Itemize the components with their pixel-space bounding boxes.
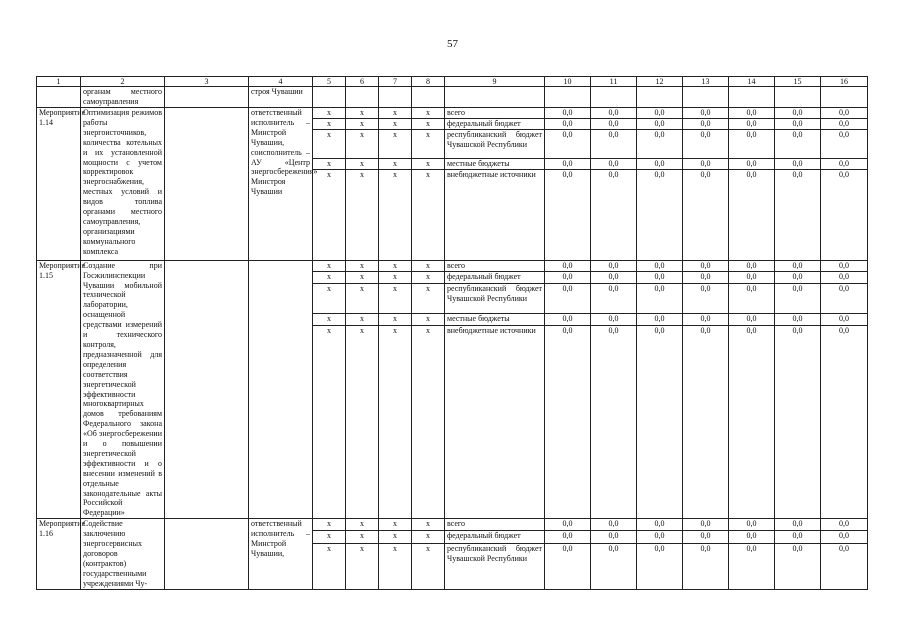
table-header-row — [37, 77, 868, 87]
value-cell: 0,0 — [821, 129, 868, 158]
column-header: 11 — [591, 77, 637, 87]
value-cell: 0,0 — [821, 260, 868, 272]
measure-code-cell — [37, 87, 81, 108]
year-mark-cell: х — [412, 314, 445, 326]
year-mark-cell: х — [379, 543, 412, 589]
year-mark-cell: х — [313, 169, 346, 260]
table-cell — [729, 87, 775, 108]
value-cell: 0,0 — [591, 283, 637, 314]
value-cell: 0,0 — [775, 118, 821, 129]
year-mark-cell: х — [379, 519, 412, 531]
responsible-cell — [249, 260, 313, 519]
table-row — [37, 108, 868, 119]
funding-source-cell: республиканский бюджет Чувашской Республики — [445, 283, 545, 314]
value-cell: 0,0 — [729, 118, 775, 129]
value-cell: 0,0 — [545, 272, 591, 284]
year-mark-cell: х — [313, 108, 346, 119]
measure-code-cell: Мероприятие 1.16 — [37, 519, 81, 589]
value-cell: 0,0 — [729, 543, 775, 589]
year-mark-cell: х — [313, 519, 346, 531]
value-cell: 0,0 — [637, 272, 683, 284]
value-cell: 0,0 — [683, 531, 729, 543]
value-cell: 0,0 — [683, 519, 729, 531]
table-row — [37, 519, 868, 531]
column-header: 2 — [81, 77, 165, 87]
year-mark-cell: х — [412, 169, 445, 260]
value-cell: 0,0 — [683, 314, 729, 326]
table-cell — [346, 87, 379, 108]
year-mark-cell: х — [379, 260, 412, 272]
value-cell: 0,0 — [591, 519, 637, 531]
column-header: 6 — [346, 77, 379, 87]
value-cell: 0,0 — [683, 543, 729, 589]
value-cell: 0,0 — [591, 129, 637, 158]
value-cell: 0,0 — [545, 260, 591, 272]
table-cell — [165, 108, 249, 261]
funding-source-cell: местные бюджеты — [445, 314, 545, 326]
table-cell — [591, 87, 637, 108]
year-mark-cell: х — [346, 531, 379, 543]
measure-description-cell: Содействие заключению энергосервисных договоров (контрактов) государственными учреждениями Чу- — [81, 519, 165, 589]
year-mark-cell: х — [379, 531, 412, 543]
year-mark-cell: х — [313, 118, 346, 129]
value-cell: 0,0 — [775, 169, 821, 260]
measure-code-cell: Мероприятие 1.15 — [37, 260, 81, 519]
year-mark-cell: х — [313, 314, 346, 326]
column-header: 3 — [165, 77, 249, 87]
value-cell: 0,0 — [545, 283, 591, 314]
value-cell: 0,0 — [729, 531, 775, 543]
value-cell: 0,0 — [637, 169, 683, 260]
value-cell: 0,0 — [591, 118, 637, 129]
value-cell: 0,0 — [591, 543, 637, 589]
value-cell: 0,0 — [821, 118, 868, 129]
value-cell: 0,0 — [545, 129, 591, 158]
year-mark-cell: х — [346, 108, 379, 119]
value-cell: 0,0 — [545, 118, 591, 129]
table-cell — [165, 519, 249, 589]
column-header: 13 — [683, 77, 729, 87]
column-header: 1 — [37, 77, 81, 87]
value-cell: 0,0 — [821, 325, 868, 518]
year-mark-cell: х — [412, 283, 445, 314]
value-cell: 0,0 — [821, 543, 868, 589]
year-mark-cell: х — [412, 272, 445, 284]
value-cell: 0,0 — [775, 108, 821, 119]
value-cell: 0,0 — [637, 543, 683, 589]
value-cell: 0,0 — [545, 519, 591, 531]
table-cell — [545, 87, 591, 108]
year-mark-cell: х — [412, 158, 445, 169]
value-cell: 0,0 — [729, 158, 775, 169]
value-cell: 0,0 — [729, 314, 775, 326]
year-mark-cell: х — [346, 158, 379, 169]
value-cell: 0,0 — [683, 158, 729, 169]
value-cell: 0,0 — [683, 283, 729, 314]
value-cell: 0,0 — [591, 158, 637, 169]
value-cell: 0,0 — [821, 531, 868, 543]
table-cell — [313, 87, 346, 108]
value-cell: 0,0 — [775, 158, 821, 169]
year-mark-cell: х — [346, 272, 379, 284]
year-mark-cell: х — [346, 169, 379, 260]
funding-source-cell: федеральный бюджет — [445, 272, 545, 284]
value-cell: 0,0 — [591, 108, 637, 119]
responsible-cell: ответственный исполнитель – Минстрой Чувашии, — [249, 519, 313, 589]
year-mark-cell: х — [346, 314, 379, 326]
value-cell: 0,0 — [545, 158, 591, 169]
value-cell: 0,0 — [821, 283, 868, 314]
column-header: 12 — [637, 77, 683, 87]
column-header: 10 — [545, 77, 591, 87]
measure-code-cell: Мероприятие 1.14 — [37, 108, 81, 261]
year-mark-cell: х — [412, 108, 445, 119]
measure-description-cell: Оптимизация режимов работы энергоисточников, количества котельных и их установленной мощности с учетом корректировок энергоснабжения, местных условий и видов топлива органами местного самоуправления, организациями коммунального комплекса — [81, 108, 165, 261]
column-header: 16 — [821, 77, 868, 87]
value-cell: 0,0 — [775, 519, 821, 531]
value-cell: 0,0 — [729, 325, 775, 518]
value-cell: 0,0 — [545, 169, 591, 260]
value-cell: 0,0 — [545, 543, 591, 589]
value-cell: 0,0 — [729, 260, 775, 272]
table-cell — [821, 87, 868, 108]
value-cell: 0,0 — [683, 272, 729, 284]
table-row — [37, 87, 868, 108]
value-cell: 0,0 — [729, 108, 775, 119]
responsible-cell: ответственный исполнитель – Минстрой Чувашии, соисполнитель – АУ «Центр энергосбережения» Минстроя Чувашии — [249, 108, 313, 261]
year-mark-cell: х — [412, 129, 445, 158]
value-cell: 0,0 — [591, 531, 637, 543]
value-cell: 0,0 — [545, 314, 591, 326]
value-cell: 0,0 — [729, 169, 775, 260]
funding-source-cell: внебюджетные источники — [445, 169, 545, 260]
column-header: 5 — [313, 77, 346, 87]
column-header: 15 — [775, 77, 821, 87]
value-cell: 0,0 — [775, 129, 821, 158]
column-header: 8 — [412, 77, 445, 87]
value-cell: 0,0 — [591, 169, 637, 260]
value-cell: 0,0 — [637, 108, 683, 119]
value-cell: 0,0 — [637, 118, 683, 129]
funding-source-cell: республиканский бюджет Чувашской Республики — [445, 543, 545, 589]
value-cell: 0,0 — [729, 272, 775, 284]
value-cell: 0,0 — [775, 272, 821, 284]
year-mark-cell: х — [313, 325, 346, 518]
value-cell: 0,0 — [683, 108, 729, 119]
value-cell: 0,0 — [821, 519, 868, 531]
funding-source-cell: внебюджетные источники — [445, 325, 545, 518]
measure-description-cell: органам местного самоуправления — [81, 87, 165, 108]
value-cell: 0,0 — [775, 283, 821, 314]
funding-source-cell: федеральный бюджет — [445, 531, 545, 543]
column-header: 14 — [729, 77, 775, 87]
value-cell: 0,0 — [591, 314, 637, 326]
value-cell: 0,0 — [545, 325, 591, 518]
value-cell: 0,0 — [637, 158, 683, 169]
year-mark-cell: х — [379, 158, 412, 169]
program-table — [36, 76, 868, 590]
table-cell — [683, 87, 729, 108]
value-cell: 0,0 — [637, 531, 683, 543]
value-cell: 0,0 — [729, 129, 775, 158]
year-mark-cell: х — [412, 519, 445, 531]
value-cell: 0,0 — [545, 531, 591, 543]
table-cell — [379, 87, 412, 108]
table-cell — [637, 87, 683, 108]
value-cell: 0,0 — [683, 325, 729, 518]
table-row — [37, 260, 868, 272]
responsible-cell: строя Чувашии — [249, 87, 313, 108]
year-mark-cell: х — [412, 118, 445, 129]
year-mark-cell: х — [379, 129, 412, 158]
year-mark-cell: х — [379, 325, 412, 518]
value-cell: 0,0 — [637, 325, 683, 518]
value-cell: 0,0 — [775, 260, 821, 272]
value-cell: 0,0 — [729, 283, 775, 314]
table-cell — [165, 87, 249, 108]
table-cell — [775, 87, 821, 108]
year-mark-cell: х — [313, 531, 346, 543]
year-mark-cell: х — [313, 158, 346, 169]
year-mark-cell: х — [313, 129, 346, 158]
year-mark-cell: х — [379, 118, 412, 129]
year-mark-cell: х — [412, 543, 445, 589]
year-mark-cell: х — [379, 108, 412, 119]
table-cell — [165, 260, 249, 519]
year-mark-cell: х — [346, 519, 379, 531]
value-cell: 0,0 — [637, 129, 683, 158]
value-cell: 0,0 — [775, 325, 821, 518]
value-cell: 0,0 — [729, 519, 775, 531]
value-cell: 0,0 — [683, 260, 729, 272]
year-mark-cell: х — [346, 283, 379, 314]
value-cell: 0,0 — [821, 108, 868, 119]
funding-source-cell: всего — [445, 108, 545, 119]
value-cell: 0,0 — [637, 519, 683, 531]
value-cell: 0,0 — [683, 118, 729, 129]
value-cell: 0,0 — [683, 129, 729, 158]
funding-source-cell: федеральный бюджет — [445, 118, 545, 129]
funding-source-cell: местные бюджеты — [445, 158, 545, 169]
column-header: 9 — [445, 77, 545, 87]
table-cell — [412, 87, 445, 108]
year-mark-cell: х — [313, 283, 346, 314]
year-mark-cell: х — [346, 543, 379, 589]
year-mark-cell: х — [346, 129, 379, 158]
year-mark-cell: х — [379, 169, 412, 260]
value-cell: 0,0 — [821, 314, 868, 326]
year-mark-cell: х — [346, 325, 379, 518]
value-cell: 0,0 — [821, 158, 868, 169]
year-mark-cell: х — [379, 314, 412, 326]
measure-description-cell: Создание при Госжилинспекции Чувашии мобильной технической лаборатории, оснащенной средствами измерений и технического контроля, предназначенной для определения соответствия энергетической эффективности многоквартирных домов требованиям Федерального закона «Об энергосбережении и о повышении энергетической эффективности и о внесении изменений в отдельные законодательные акты Российской Федерации» — [81, 260, 165, 519]
year-mark-cell: х — [313, 260, 346, 272]
year-mark-cell: х — [412, 260, 445, 272]
value-cell: 0,0 — [637, 260, 683, 272]
year-mark-cell: х — [412, 325, 445, 518]
funding-source-cell: всего — [445, 260, 545, 272]
value-cell: 0,0 — [637, 283, 683, 314]
year-mark-cell: х — [379, 283, 412, 314]
column-header: 7 — [379, 77, 412, 87]
value-cell: 0,0 — [821, 169, 868, 260]
funding-source-cell: всего — [445, 519, 545, 531]
value-cell: 0,0 — [775, 314, 821, 326]
value-cell: 0,0 — [775, 543, 821, 589]
value-cell: 0,0 — [683, 169, 729, 260]
year-mark-cell: х — [346, 260, 379, 272]
value-cell: 0,0 — [775, 531, 821, 543]
year-mark-cell: х — [346, 118, 379, 129]
value-cell: 0,0 — [637, 314, 683, 326]
page-number: 57 — [447, 38, 458, 50]
value-cell: 0,0 — [591, 325, 637, 518]
year-mark-cell: х — [412, 531, 445, 543]
value-cell: 0,0 — [591, 272, 637, 284]
year-mark-cell: х — [379, 272, 412, 284]
value-cell: 0,0 — [821, 272, 868, 284]
value-cell: 0,0 — [545, 108, 591, 119]
value-cell: 0,0 — [591, 260, 637, 272]
funding-source-cell: республиканский бюджет Чувашской Республики — [445, 129, 545, 158]
table-cell — [445, 87, 545, 108]
year-mark-cell: х — [313, 543, 346, 589]
year-mark-cell: х — [313, 272, 346, 284]
column-header: 4 — [249, 77, 313, 87]
